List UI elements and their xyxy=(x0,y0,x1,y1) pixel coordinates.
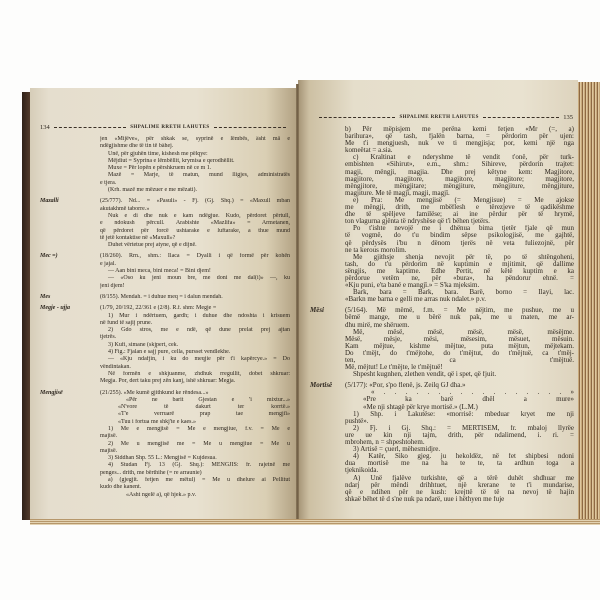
dictionary-entry xyxy=(40,390,290,499)
text-line: majisë. xyxy=(100,433,118,440)
paragraph xyxy=(100,492,290,499)
text-line: (5/164). Më mëmë, f.m. = Me nëjtim, me pushue, me u xyxy=(345,307,574,315)
gutter-shadow xyxy=(296,84,299,522)
entry-text xyxy=(100,136,290,194)
text-line: (1/79, 20/192, 22/361 e (2/8). R.f. shm: Megje = xyxy=(100,305,217,312)
dictionary-entry xyxy=(40,198,290,249)
text-line: jeni djem! xyxy=(100,282,125,289)
text-line: (18/260). Rrn., shm.: Ilaca = Dyalli i që formë për kohën xyxy=(100,253,290,260)
text-line: magjitore, magjitore, magjitore, magjitore; magjitore, xyxy=(345,175,574,183)
text-line: (25/777). Nd... = «Pasuli» - Fj. (Gj. Shq.) = «Maxull mban xyxy=(100,198,290,205)
paragraph xyxy=(100,198,290,213)
entry-text xyxy=(345,126,574,303)
paragraph xyxy=(100,477,290,492)
dictionary-entry xyxy=(40,305,290,385)
text-line: Mazë = Marje, të matun, mund lligjes, administratës xyxy=(108,172,290,179)
paragraph xyxy=(345,411,574,425)
left-page-body xyxy=(40,136,290,503)
text-line: 3) Kufi, simane (skjpert, cek. xyxy=(108,341,179,348)
text-line: pushtë». xyxy=(345,417,369,425)
text-line: përdorue vetëm ne, për «bura», ha pëndorur ehnë. = xyxy=(345,274,574,282)
text-line: dua mortisë me na ha te te, ta ardhun toga a xyxy=(345,460,574,468)
paragraph xyxy=(100,397,290,426)
running-head-rule xyxy=(54,127,126,128)
paragraph xyxy=(100,327,290,342)
entry-headword: Mazalli xyxy=(40,198,59,205)
text-line: Po t'ishte nevojë me i dhënua bima tjetër fjale që mun xyxy=(353,225,574,233)
paragraph xyxy=(100,462,290,477)
text-line: — Aan bini meca, bini meca! = Bini djem! xyxy=(108,268,211,275)
text-line: Do t'mëjt, do t'mëjtohe, do t'mëjtut, do t'mëjtuë, ca t'mëj- xyxy=(345,349,574,357)
text-line: ndarj për mëndi drihhtuet, një krerane te t'i mundarise, xyxy=(345,481,574,489)
entry-text xyxy=(100,390,290,499)
text-line: Më, mësë, mësë, mësë, mësë, mësëjme. xyxy=(353,328,574,336)
running-head-title-left: SHPALIME RRETH LAHUTES xyxy=(130,125,210,130)
paragraph xyxy=(100,342,290,349)
paragraph xyxy=(345,389,574,410)
entry-text xyxy=(345,382,574,503)
paragraph xyxy=(345,197,574,225)
paragraph xyxy=(345,425,574,446)
text-line: 2) Fj. i Gj. Shq.: = MERTISEM, fr. mbaloj llyrëe xyxy=(353,424,574,432)
paragraph xyxy=(345,154,574,197)
text-block xyxy=(40,136,290,194)
text-block xyxy=(310,126,574,303)
text-line: magji, mëngji, magjia. Dhe prej këtyne kem: Magjitore, xyxy=(345,168,574,176)
paragraph xyxy=(100,390,290,397)
text-line: e jajal. xyxy=(100,260,116,267)
paragraph xyxy=(100,136,290,151)
running-head-rule xyxy=(483,117,559,118)
text-line: Mësë, mësje, mësi, mësesim, mësuet, mësuin. xyxy=(345,335,574,343)
text-line: dhe të spëljeve familëse; ai ine përdur për të hrymë, xyxy=(345,211,574,219)
text-line: «Me nji shtagë për krye mortisë.» (L.M.) xyxy=(363,403,478,411)
text-line: mbrohem, n = shpeshtohem. xyxy=(345,439,425,447)
entry-headword: Mengjisë xyxy=(40,389,63,396)
paragraph xyxy=(345,371,574,378)
entry-headword: Mec =) xyxy=(40,253,58,260)
text-line: (5/177): «Por, s'po flenë, js. Zeilq GJ dha.» xyxy=(345,382,466,390)
text-line: Nuk e di dhe nuk e kam ndëgjue. Kudo, përdoret përtull, xyxy=(108,212,290,219)
text-line: (8/155). Mendah. = i duhue meq = i dalun mendah. xyxy=(100,293,223,300)
text-line: ndëgjishme dhe të tin të bâhej. xyxy=(100,143,174,150)
text-line: penges... drith, me bërthihe (= re arraunie) xyxy=(100,469,202,476)
text-line: Bark, bara = Bark, bara. Barë, borno = Ilayi, lac. xyxy=(353,289,574,297)
running-head-right xyxy=(315,114,573,121)
paragraph xyxy=(345,475,574,503)
text-line: Megja. Por, dert taku prej zën kanj, ishë shkruar: Megja. xyxy=(100,378,236,385)
text-line: barihura», që tash, fjalën barna, = përdorim për ujen: xyxy=(345,133,574,141)
text-line: 4) Studan Fj. 13 (Gj. Shq.): MENGJIS: fr. rajetnë me xyxy=(108,462,290,469)
text-line: « . . . . . . . . . . . . . . . . . » xyxy=(371,389,574,397)
entry-headword: Mortisë xyxy=(310,381,333,390)
paragraph xyxy=(100,158,290,165)
text-line: komeëtat = a.sia. xyxy=(345,147,393,155)
paragraph xyxy=(100,305,290,312)
paragraph xyxy=(345,382,574,389)
page-number-left: 134 xyxy=(40,124,50,131)
paragraph xyxy=(345,307,574,328)
text-line: «Pre ka barë dhël a mure» xyxy=(363,396,574,404)
text-line: «N'vore të dakurt ter korrtë.» xyxy=(118,404,290,411)
paragraph xyxy=(100,313,290,328)
text-line: Në formën e shkjuanme, zhdhuk rregullit, dobet shkruar: xyxy=(108,370,290,377)
page-stack-right xyxy=(578,82,600,524)
text-line: kudo dhe kanent. xyxy=(100,484,142,491)
paragraph xyxy=(100,371,290,386)
right-page-body xyxy=(310,126,574,507)
text-line: «T'e verruarë prap tae mengjiï» xyxy=(118,411,290,418)
text-line: tjetrës. xyxy=(100,334,117,341)
left-page xyxy=(30,88,298,520)
text-line: c) Kraltinat e nderyshme të vendit t'onë, për turk- xyxy=(353,154,574,162)
text-line: bëmë mange, me u bërë nuk pak, me u maten, me ar- xyxy=(345,314,574,322)
paragraph xyxy=(100,172,290,187)
text-line: — «Kju ndafjin, i ku do meqjie për t'i kapërcye.» = Do xyxy=(108,356,290,363)
paragraph xyxy=(100,441,290,456)
text-line: 1) Mur i ndërtuem, gardh; i duhue dhe ndoshta i krisuem xyxy=(108,312,290,319)
text-line: b) Për mëpisjem me perëna kemi fetjen «Mr (=, a) xyxy=(345,126,574,133)
text-line: «Kju puni, e'ta bané e mangjï.» = S'ka mjeksim. xyxy=(345,282,480,290)
paragraph xyxy=(100,253,290,268)
text-line: që e ndihen për ne kush: krejttë të të na nevoj të hajin xyxy=(345,488,574,496)
text-line: të jetë kontaktise në «Maxull»? xyxy=(100,234,176,241)
text-line: 1) Me e mengjisë = Me e mengjiue, f.v. = Me e xyxy=(108,425,290,432)
text-line: akutakhmë taborre.» xyxy=(100,205,150,212)
dictionary-entry xyxy=(40,253,290,289)
text-line: Kam mëjtue, kishme mëjtue, puta mëjtun, mëjtekam. xyxy=(345,342,574,350)
entry-headword: Mësi xyxy=(310,306,324,315)
text-line: të vogmë, do t'u bindim sëpse psikologjisë, me gajhtë, xyxy=(345,232,574,240)
entry-headword: Megje - ujja xyxy=(40,305,70,312)
text-line: «Tuu i fortua me shkj'te e kaes.» xyxy=(118,418,197,425)
text-line: Muxe = Për lopën e përshkruem në ce m 1. xyxy=(108,165,212,172)
text-line: «Asht ngelë a), që hjek.» p.v. xyxy=(126,491,197,498)
text-line: (21/255). «Me kumë gjithkund ke rëndesa...» xyxy=(100,389,209,396)
text-line: vëndintakan. xyxy=(100,363,131,370)
text-line: Duhet vërtetue prej atyne, që e dijnë. xyxy=(108,242,197,249)
entry-text xyxy=(100,253,290,289)
paragraph xyxy=(100,151,290,158)
text-line: 1) Shp. i Lakutëse: «morrisë: mbeduar kryet me nji xyxy=(353,410,574,418)
text-line: «Për ne barit Gjestan e 'î mixtur...» xyxy=(126,396,290,403)
paragraph xyxy=(100,455,290,462)
paragraph xyxy=(100,165,290,172)
text-line: që përdysës i'bu n dënom tjerës në veta fuliezojnë, për xyxy=(345,239,574,247)
dictionary-entry xyxy=(310,307,574,378)
text-line: mëngjitore, mëngjitare; mëngjiture, mëngjiture, mëngjiture, xyxy=(345,182,574,190)
text-line: embishten «Sihirut», e.m., shm.: Sihireve, përdorin trajtet: xyxy=(345,161,574,169)
paragraph xyxy=(100,356,290,371)
text-line: 4) Katër, Siko gjeg. ju hekoldëz, në fet shipbesi ndoni xyxy=(353,453,574,461)
entry-text xyxy=(100,294,290,301)
dictionary-entry xyxy=(310,382,574,503)
text-line: 2) Gdo stros, me e ndë, që dune prelat prej ajtan xyxy=(108,327,290,334)
text-line: ure ue kin nji tajm, drith, për ndalimend, i. ri. = xyxy=(345,431,574,439)
text-line: Me gjithsje shenja nevojit për të, po të shtëngoheni, xyxy=(353,253,574,261)
paragraph xyxy=(100,426,290,441)
text-line: Mëjdiut = Syprina e lëmbëllit, krymisa e qerodhëllit. xyxy=(108,157,235,164)
paragraph xyxy=(100,213,290,242)
right-page xyxy=(298,80,578,522)
text-line: 3) Siddhan Shp. 55 L.: Mengjisë = Kujdesua. xyxy=(108,455,217,462)
entry-text xyxy=(345,307,574,378)
running-head-title-right: SHPALIME RRETH LAHUTES xyxy=(399,115,479,120)
text-line: shkaë bëhet të d s'ne nuk pa ndarë, uue i hëthyen me fuje xyxy=(345,495,505,503)
paragraph xyxy=(100,275,290,290)
text-line: ne ta kerous morolim. xyxy=(345,246,407,254)
text-line: (Krh. mazë me mëzuer e me mëzati). xyxy=(108,187,197,194)
text-line: dhu mirë, me shëruem. xyxy=(345,321,410,329)
text-line: me mëngji, drith, me mbëflesh e tërezjeve të qadikëshme xyxy=(345,204,574,212)
text-line: sëngjis, me kaptime. Edhe Pertit, në këtë kuptim e ka xyxy=(345,267,574,275)
text-line: magjiture. Me të magjï, magji, magjï. xyxy=(345,189,450,197)
paragraph xyxy=(345,446,574,453)
paragraph xyxy=(100,294,290,301)
paragraph xyxy=(100,187,290,194)
text-line: — «Oso ku jeni moun bre, me doni me dal(i)» —, ku xyxy=(108,275,290,282)
text-line: në fund të sajij prune. xyxy=(100,319,153,326)
paragraph xyxy=(345,126,574,154)
text-line: e) Pra: Me mengjisë (= Mengjisue) = Me ajokse xyxy=(353,196,574,204)
text-line: Me t'i mengjuesh, nuk ve ti mengjisja; por, kemi një nga xyxy=(345,140,574,148)
paragraph xyxy=(100,349,290,356)
text-line: tash, do t'u përdorim në kuptimin e mjitimit, që dallime xyxy=(345,260,574,268)
text-line: jen «Mijëve», për shkak se, syprinë e lëmbës, âsht mä e xyxy=(100,136,290,142)
running-head-rule xyxy=(214,127,286,128)
text-line: Shpesht kugnhen, zlethen vendit, që i spet, që fjuit. xyxy=(353,371,497,379)
dictionary-entry xyxy=(40,294,290,301)
running-head-rule xyxy=(319,117,395,118)
paragraph xyxy=(345,254,574,289)
paragraph xyxy=(100,268,290,275)
page-number-right: 135 xyxy=(563,114,573,121)
text-line: që përdoret për forcë ushtarake e luftarake, a thue mund xyxy=(100,227,290,234)
paragraph xyxy=(100,242,290,249)
text-line: e tjera. xyxy=(100,179,117,186)
text-line: 2) Me u mengjisë me = Me u mengjiue = Me u xyxy=(108,440,290,447)
running-head-left xyxy=(40,124,290,131)
text-line: 4) Fig.: Fjalan e sajj pure, cella, pursset vendlekhe. xyxy=(108,349,231,356)
text-line: Unë, për gjuhën time, kishesh me pëlqye: xyxy=(108,150,208,157)
entry-headword: Mes xyxy=(40,293,51,300)
text-line: e ndokush përcull. Arabishte «Mazlifa» = Armetanen, xyxy=(100,220,290,227)
text-line: a) (gjegjit. fetjen me mëtul) = Me u dhelure ai Pellitut xyxy=(108,477,290,484)
entry-text xyxy=(100,305,290,385)
entry-text xyxy=(100,198,290,249)
text-line: A) Unë fjalëve turkishte, që a tërë duhët shdhuar me xyxy=(353,474,574,482)
text-line: ten, ca t'mëjtuë. xyxy=(345,357,574,364)
text-line: ton vlagurna gjënta të ndryshëse që t'i bëhen tjetërs. xyxy=(345,218,490,226)
paragraph xyxy=(345,225,574,253)
text-line: «Barkn me barna e gelli me arras nuk ndalet.» p.v. xyxy=(345,296,487,304)
text-line: Më, mëjtut! Le t'mëjte, le t'mëjtuë! xyxy=(345,364,443,372)
paragraph xyxy=(345,329,574,372)
text-line: majisë. xyxy=(100,447,118,454)
paragraph xyxy=(345,453,574,474)
page-stack-bottom xyxy=(30,519,600,525)
text-line: 3) Artisë = çuerl, mëhesmidjre. xyxy=(353,446,441,454)
text-line: tjeknikoida. xyxy=(345,467,379,475)
paragraph xyxy=(345,289,574,303)
